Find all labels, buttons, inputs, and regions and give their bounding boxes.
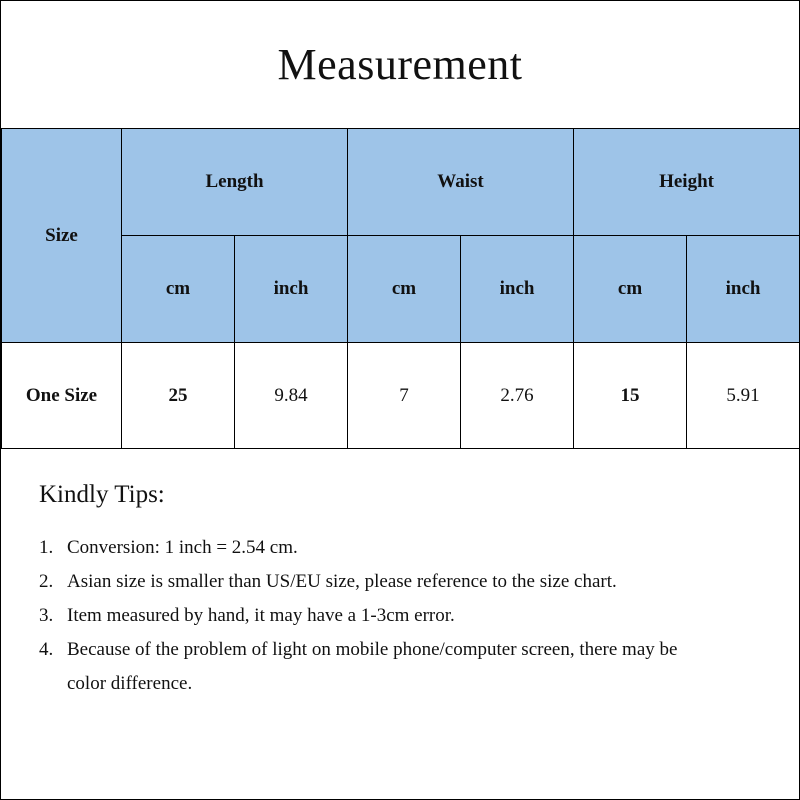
unit-header-length-cm: cm bbox=[122, 236, 235, 343]
tip-text: Because of the problem of light on mobile phone/computer screen, there may be color difference. bbox=[67, 639, 678, 694]
waist-inch-cell: 2.76 bbox=[461, 343, 574, 449]
size-table bbox=[1, 128, 800, 449]
height-cm-cell: 15 bbox=[574, 343, 687, 449]
length-group-header: Length bbox=[122, 129, 348, 236]
tip-number: 3. bbox=[39, 605, 54, 626]
tip-item bbox=[39, 599, 779, 633]
tip-number: 1. bbox=[39, 537, 54, 558]
tip-text: Asian size is smaller than US/EU size, please reference to the size chart. bbox=[67, 571, 617, 592]
length-cm-cell: 25 bbox=[122, 343, 235, 449]
height-group-header: Height bbox=[574, 129, 800, 236]
tip-number: 4. bbox=[39, 639, 54, 660]
length-inch-cell: 9.84 bbox=[235, 343, 348, 449]
tips-title: Kindly Tips: bbox=[39, 481, 165, 508]
tip-text: Item measured by hand, it may have a 1-3cm error. bbox=[67, 605, 455, 626]
height-inch-cell: 5.91 bbox=[687, 343, 800, 449]
waist-cm-cell: 7 bbox=[348, 343, 461, 449]
tip-number: 2. bbox=[39, 571, 54, 592]
waist-group-header: Waist bbox=[348, 129, 574, 236]
size-column-header: Size bbox=[2, 129, 122, 343]
tip-text: Conversion: 1 inch = 2.54 cm. bbox=[67, 537, 298, 558]
unit-header-height-cm: cm bbox=[574, 236, 687, 343]
tips-list bbox=[39, 531, 779, 701]
tip-item bbox=[39, 633, 779, 701]
unit-header-length-inch: inch bbox=[235, 236, 348, 343]
tip-item bbox=[39, 531, 779, 565]
unit-header-waist-cm: cm bbox=[348, 236, 461, 343]
unit-header-height-inch: inch bbox=[687, 236, 800, 343]
unit-header-waist-inch: inch bbox=[461, 236, 574, 343]
size-cell: One Size bbox=[2, 343, 122, 449]
page-title: Measurement bbox=[277, 40, 523, 89]
tips-section bbox=[39, 481, 779, 701]
table-row bbox=[2, 343, 800, 449]
tip-item bbox=[39, 565, 779, 599]
